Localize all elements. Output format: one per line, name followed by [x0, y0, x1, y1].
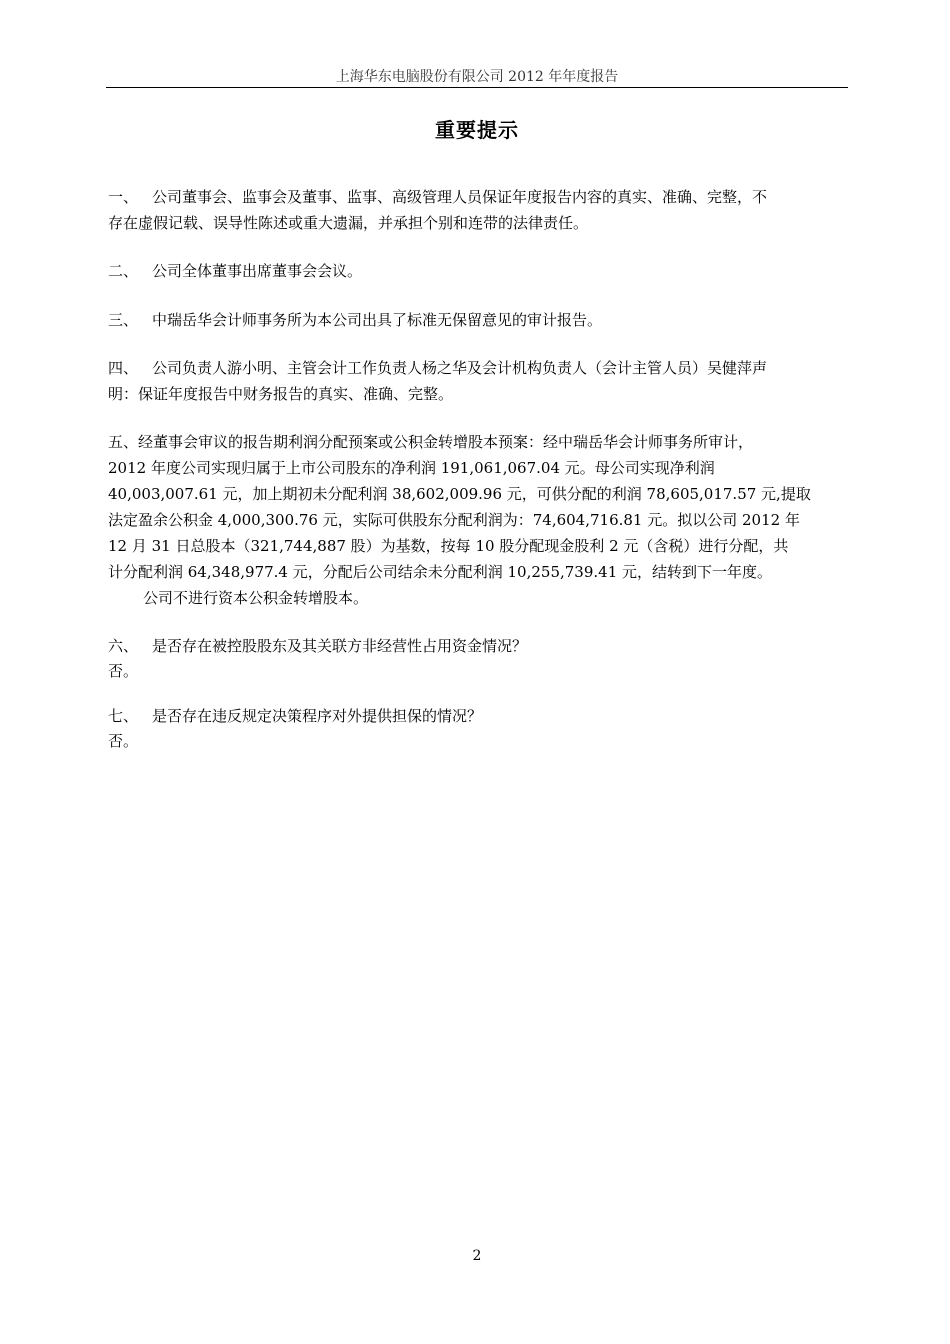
section-5-line-7: 公司不进行资本公积金转增股本。 [143, 589, 369, 607]
section-3-text: 中瑞岳华会计师事务所为本公司出具了标准无保留意见的审计报告。 [152, 311, 603, 329]
section-5-line-2: 2012 年度公司实现归属于上市公司股东的净利润 191,061,067.04 元。母公司实现净利润 [108, 459, 715, 477]
report-header: 上海华东电脑股份有限公司 2012 年年度报告 [335, 69, 619, 85]
section-6-answer: 否。 [108, 662, 139, 680]
section-1-text-1: 公司董事会、监事会及董事、监事、高级管理人员保证年度报告内容的真实、准确、完整，不 [152, 188, 768, 206]
page-title: 重要提示 [435, 118, 519, 142]
section-5-line-5: 12 月 31 日总股本（321,744,887 股）为基数，按每 10 股分配现金股利 2 元（含税）进行分配，共 [108, 537, 789, 555]
section-6-question-line [108, 636, 527, 656]
section-2-number: 二、 [108, 262, 139, 280]
section-5-line-4: 法定盈余公积金 4,000,300.76 元，实际可供股东分配利润为：74,604,716.81 元。拟以公司 2012 年 [108, 511, 800, 529]
section-4-number: 四、 [108, 359, 139, 377]
section-7-question-line [108, 706, 482, 726]
section-2-text: 公司全体董事出席董事会会议。 [152, 262, 363, 280]
section-4-line-2: 明：保证年度报告中财务报告的真实、准确、完整。 [108, 385, 454, 403]
header-divider [106, 87, 848, 88]
section-7-number: 七、 [108, 707, 139, 725]
section-3-line-1 [108, 310, 602, 330]
section-1-line-2: 存在虚假记载、误导性陈述或重大遗漏，并承担个别和连带的法律责任。 [108, 214, 589, 232]
section-5-line-6: 计分配利润 64,348,977.4 元，分配后公司结余未分配利润 10,255,739.41 元，结转到下一年度。 [108, 563, 773, 581]
section-7-question: 是否存在违反规定决策程序对外提供担保的情况？ [152, 707, 483, 725]
section-6-number: 六、 [108, 637, 139, 655]
page-number: 2 [472, 1248, 482, 1264]
section-5-line-1: 五、经董事会审议的报告期利润分配预案或公积金转增股本预案：经中瑞岳华会计师事务所审计， [108, 433, 754, 451]
section-4-line-1 [108, 358, 767, 378]
section-7-answer: 否。 [108, 732, 139, 750]
section-1-line-1 [108, 187, 767, 207]
section-2-line-1 [108, 261, 362, 281]
section-6-question: 是否存在被控股股东及其关联方非经营性占用资金情况？ [152, 637, 528, 655]
section-4-text-1: 公司负责人游小明、主管会计工作负责人杨之华及会计机构负责人（会计主管人员）吴健萍声 [152, 359, 768, 377]
section-5-line-3: 40,003,007.61 元，加上期初未分配利润 38,602,009.96 元，可供分配的利润 78,605,017.57 元,提取 [108, 485, 811, 503]
section-1-number: 一、 [108, 188, 139, 206]
section-3-number: 三、 [108, 311, 139, 329]
